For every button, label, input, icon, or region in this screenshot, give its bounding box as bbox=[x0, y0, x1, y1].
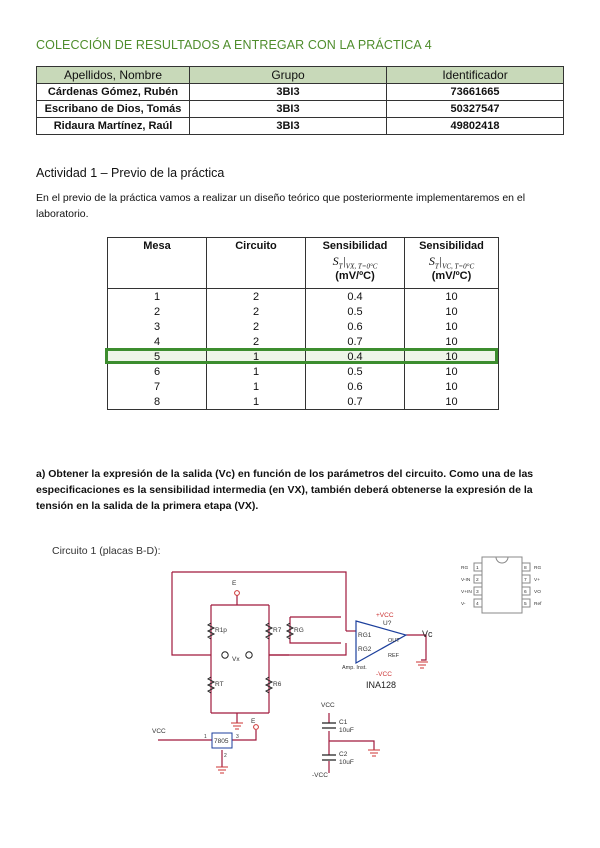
member-id: 50327547 bbox=[387, 101, 564, 118]
label-c-mvcc: -VCC bbox=[312, 772, 328, 779]
label-e2: E bbox=[251, 718, 256, 725]
sens-vx-cell: 0.5 bbox=[306, 304, 405, 319]
member-group: 3BI3 bbox=[190, 84, 387, 101]
mesa-cell: 4 bbox=[108, 334, 207, 349]
label-vcc: +VCC bbox=[376, 612, 394, 619]
pin-number: 1 bbox=[476, 566, 479, 571]
sens-vc-cell: 10 bbox=[405, 364, 499, 379]
label-ref: REF bbox=[388, 653, 399, 659]
sens-label: Sensibilidad bbox=[419, 240, 484, 252]
sens-vx-cell: 0.5 bbox=[306, 364, 405, 379]
label-reg-out: 3 bbox=[236, 734, 239, 740]
member-name: Escribano de Dios, Tomás bbox=[37, 101, 190, 118]
supply-terminal bbox=[235, 591, 240, 596]
sens-vc-cell: 10 bbox=[405, 394, 499, 410]
label-c-vcc: VCC bbox=[321, 702, 335, 709]
table-row bbox=[37, 101, 564, 118]
label-reg-vcc: VCC bbox=[152, 728, 166, 735]
pin-label: Ref bbox=[534, 602, 542, 607]
table-row bbox=[37, 118, 564, 135]
label-c2: C2 bbox=[339, 751, 348, 758]
label-r1: R1p bbox=[215, 627, 227, 634]
selected-row-highlight bbox=[105, 348, 498, 364]
pin-number: 2 bbox=[476, 578, 479, 583]
sens-vx-cell: 0.7 bbox=[306, 394, 405, 410]
mesa-table-header bbox=[108, 238, 499, 289]
label-amp: Amp. Inst. bbox=[342, 665, 367, 671]
sens-vc-cell: 10 bbox=[405, 379, 499, 394]
col-group-header: Grupo bbox=[190, 67, 387, 84]
page-heading: COLECCIÓN DE RESULTADOS A ENTREGAR CON LA PRÁCTICA 4 bbox=[36, 38, 432, 52]
label-reg-in: 1 bbox=[204, 734, 207, 740]
label-mvcc: -VCC bbox=[376, 671, 392, 678]
mesa-cell: 3 bbox=[108, 319, 207, 334]
member-name: Ridaura Martínez, Raúl bbox=[37, 118, 190, 135]
col-id-header: Identificador bbox=[387, 67, 564, 84]
ground-icons bbox=[216, 662, 428, 773]
circuito-cell: 1 bbox=[207, 349, 306, 364]
pin-number: 7 bbox=[524, 578, 527, 583]
sens-vc-cell: 10 bbox=[405, 304, 499, 319]
question-a: a) Obtener la expresión de la salida (Vc) en función de los parámetros del circuito. Como una de las especificaciones es la sensibilidad intermedia (en VX), también deberá obtenerse la expresión de la tensión en la salida de la primera etapa (VX). bbox=[36, 468, 534, 512]
member-id: 49802418 bbox=[387, 118, 564, 135]
mesa-cell: 8 bbox=[108, 394, 207, 410]
circuito-cell: 2 bbox=[207, 334, 306, 349]
member-name: Cárdenas Gómez, Rubén bbox=[37, 84, 190, 101]
label-c1: C1 bbox=[339, 719, 348, 726]
label-reg: 7805 bbox=[214, 738, 229, 745]
label-rg: RG bbox=[294, 627, 304, 634]
circuito-cell: 2 bbox=[207, 319, 306, 334]
sens-vc-cell: 10 bbox=[405, 334, 499, 349]
member-group: 3BI3 bbox=[190, 118, 387, 135]
label-vx: Vx bbox=[232, 656, 240, 663]
pin-number: 6 bbox=[524, 590, 527, 595]
sens-label: Sensibilidad bbox=[322, 240, 388, 252]
sens-vc-cell: 10 bbox=[405, 319, 499, 334]
label-rt: RT bbox=[215, 681, 224, 688]
sens-symbol-vc: $S_T|_{VC, T=0^\circ C}$ bbox=[428, 254, 475, 271]
sens-vx-cell: 0.6 bbox=[306, 379, 405, 394]
col-name-header: Apellidos, Nombre bbox=[37, 67, 190, 84]
table-row bbox=[37, 84, 564, 101]
circuito-header: Circuito bbox=[207, 238, 306, 289]
label-e1: E bbox=[232, 580, 237, 587]
sensibilidad-vc-header bbox=[405, 238, 499, 289]
intro-paragraph: En el previo de la práctica vamos a realizar un diseño teórico que posteriormente implementaremos en el laboratorio. bbox=[36, 192, 526, 220]
table-row bbox=[108, 304, 499, 319]
circuito-cell: 1 bbox=[207, 364, 306, 379]
label-r7: R7 bbox=[273, 627, 282, 634]
mesa-cell: 6 bbox=[108, 364, 207, 379]
chip-body bbox=[482, 557, 522, 613]
table-row bbox=[108, 334, 499, 349]
mesa-table bbox=[107, 237, 499, 410]
pin-number: 8 bbox=[524, 566, 527, 571]
label-r6: R6 bbox=[273, 681, 282, 688]
table-row bbox=[108, 394, 499, 410]
table-row bbox=[108, 379, 499, 394]
sens-vc-cell: 10 bbox=[405, 349, 499, 364]
label-u: U? bbox=[383, 620, 392, 627]
node-left bbox=[222, 652, 228, 658]
member-group: 3BI3 bbox=[190, 101, 387, 118]
team-table bbox=[36, 66, 564, 135]
member-id: 73661665 bbox=[387, 84, 564, 101]
mesa-cell: 2 bbox=[108, 304, 207, 319]
label-c1v: 10uF bbox=[339, 727, 354, 734]
label-c2v: 10uF bbox=[339, 759, 354, 766]
sens-vc-cell: 10 bbox=[405, 289, 499, 305]
sens-unit: (mV/ºC) bbox=[335, 270, 375, 283]
team-table-header bbox=[37, 67, 564, 84]
pin-label: RG bbox=[534, 566, 542, 571]
label-rg2: RG2 bbox=[358, 646, 372, 653]
pin-number: 3 bbox=[476, 590, 479, 595]
sens-unit: (mV/ºC) bbox=[431, 270, 472, 283]
sens-vx-cell: 0.4 bbox=[306, 289, 405, 305]
pin-label: V-IN bbox=[461, 578, 471, 583]
pin-label: V+ bbox=[534, 578, 541, 583]
table-row bbox=[108, 319, 499, 334]
mesa-cell: 7 bbox=[108, 379, 207, 394]
label-rg1: RG1 bbox=[358, 632, 372, 639]
label-chip: INA128 bbox=[366, 680, 397, 690]
circuito-cell: 1 bbox=[207, 379, 306, 394]
pin-number: 4 bbox=[476, 602, 479, 607]
circuito-cell: 1 bbox=[207, 394, 306, 410]
sensibilidad-vx-header bbox=[306, 238, 405, 289]
table-row bbox=[108, 289, 499, 305]
mesa-cell: 5 bbox=[108, 349, 207, 364]
pin-label: VO bbox=[534, 590, 541, 595]
pin-label: RG bbox=[461, 566, 469, 571]
mesa-header: Mesa bbox=[108, 238, 207, 289]
sens-vx-cell: 0.6 bbox=[306, 319, 405, 334]
mesa-cell: 1 bbox=[108, 289, 207, 305]
chip-pinout bbox=[474, 557, 530, 613]
label-out: OUT bbox=[388, 638, 400, 644]
sens-vx-cell: 0.4 bbox=[306, 349, 405, 364]
circuit-label: Circuito 1 (placas B-D): bbox=[52, 545, 161, 557]
circuito-cell: 2 bbox=[207, 289, 306, 305]
circuito-cell: 2 bbox=[207, 304, 306, 319]
sens-symbol-vx: $S_T|_{VX, T=0^\circ C}$ bbox=[332, 254, 378, 271]
circuit-diagram bbox=[36, 545, 564, 790]
supply-terminal bbox=[254, 725, 259, 730]
label-vc: Vc bbox=[422, 629, 433, 639]
node-right bbox=[246, 652, 252, 658]
pin-label: V- bbox=[461, 602, 466, 607]
label-reg-gnd: 2 bbox=[224, 753, 227, 759]
activity-title: Actividad 1 – Previo de la práctica bbox=[36, 166, 225, 180]
pin-number: 5 bbox=[524, 602, 527, 607]
table-row bbox=[108, 364, 499, 379]
pin-label: V+IN bbox=[461, 590, 472, 595]
sens-vx-cell: 0.7 bbox=[306, 334, 405, 349]
